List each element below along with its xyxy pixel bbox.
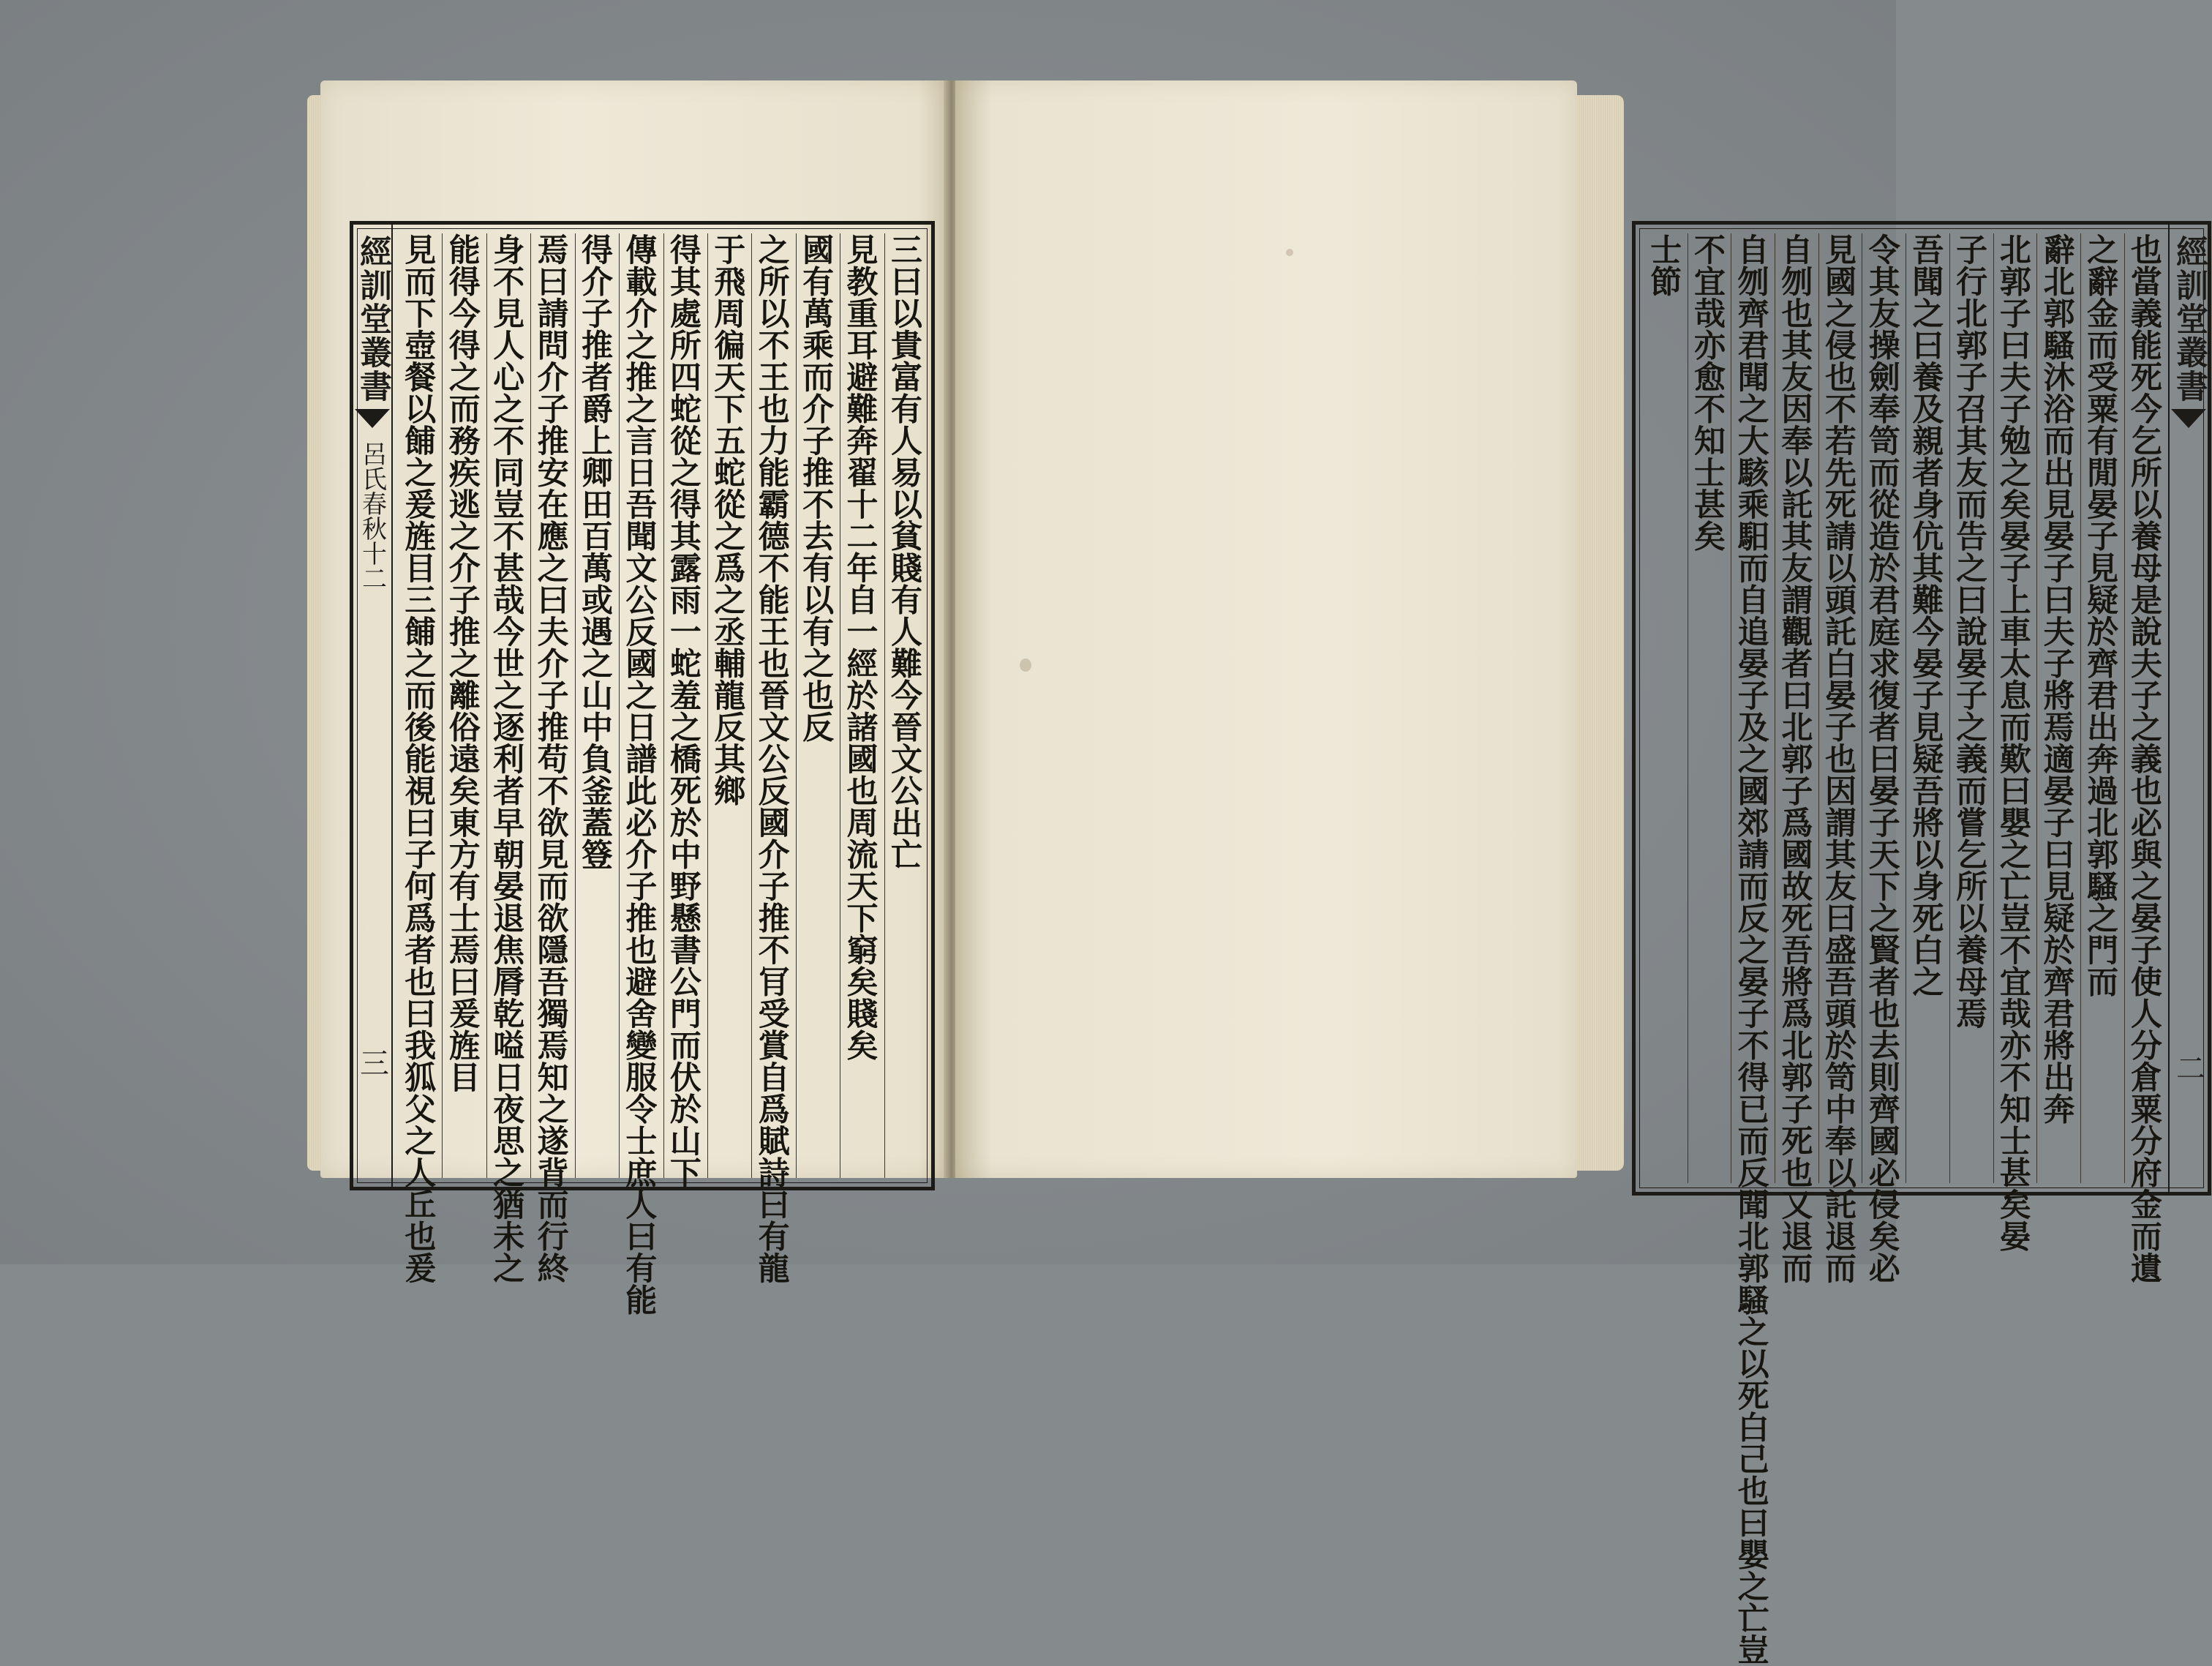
left-page-banxin: [353, 225, 393, 1187]
paper-stain: [1286, 249, 1293, 256]
right-page-number: 二: [2171, 1053, 2205, 1082]
left-chapter-label: 呂氏春秋十二: [357, 441, 387, 590]
paper-stain: [1020, 658, 1031, 672]
text-column: 得其處所四蛇從之得其露雨一蛇羞之橋死於中野懸書公門而伏於山下: [663, 233, 701, 1178]
text-column: 不宜哉亦愈不知士甚矣: [1688, 233, 1726, 1183]
left-text-columns: [399, 233, 922, 1316]
left-series-title: 經訓堂叢書: [354, 235, 391, 403]
right-page-banxin: [2168, 225, 2208, 1192]
text-column: 之所以不王也力能霸德不能王也晉文公反國介子推不肎受賞自爲賦詩曰有龍: [751, 233, 789, 1178]
text-column: 子行北郭子召其友而告之曰說晏子之義而嘗乞所以養母焉: [1949, 233, 1987, 1183]
text-column: 也當義能死今乞所以養母是說夫子之義也必與之晏子使人分倉粟分府金而遺: [2124, 233, 2162, 1183]
left-page-frame: [350, 221, 935, 1316]
open-book: [307, 73, 2208, 1666]
text-column: 見國之侵也不若先死請以頭託白晏子也因謂其友曰盛吾頭於笥中奉以託退而: [1818, 233, 1856, 1183]
text-column: 傳載介之推之言日吾聞文公反國之日譜此必介子推也避舍變服令士庶人曰有能: [619, 233, 657, 1178]
right-text-columns: [1644, 233, 2162, 1666]
text-column: 得介子推者爵上卿田百萬或遇之山中負釜蓋簦: [575, 233, 613, 1178]
right-series-title: 經訓堂叢書: [2170, 235, 2208, 403]
text-column: 身不見人心之不同豈不甚哉今世之逐利者早朝晏退焦脣乾嗌日夜思之猶未之: [486, 233, 524, 1178]
left-page-number: 三: [355, 1048, 389, 1077]
fish-tail-ornament: [355, 409, 390, 428]
text-column: 三曰以貴富有人易以貧賤有人難今晉文公出亡: [884, 233, 922, 1178]
text-column: 見而下壺餐以餔之爰旌目三餔之而後能視曰子何爲者也曰我狐父之人丘也爰: [399, 233, 437, 1284]
text-column: 吾聞之曰養及親者身伉其難今晏子見疑吾將以身死白之: [1906, 233, 1944, 1183]
text-column: 國有萬乘而介子推不去有以有之也反: [796, 233, 834, 1178]
fish-tail-ornament: [2171, 409, 2206, 428]
right-page-frame: [1632, 221, 2211, 1666]
text-column: 自刎也其友因奉以託其友謂觀者曰北郭子爲國故死吾將爲北郭子死也又退而: [1775, 233, 1813, 1183]
text-column: 北郭子曰夫子勉之矣晏子上車太息而歎曰嬰之亡豈不宜哉亦不知士甚矣晏: [1993, 233, 2031, 1183]
text-column: 自刎齊君聞之大駭乘馹而自追晏子及之國郊請而反之晏子不得已而反聞北郭騷之以死白己也曰嬰之亡豈: [1731, 233, 1769, 1183]
text-column: 見教重耳避難奔翟十二年自一經於諸國也周流天下窮矣賤矣: [840, 233, 878, 1178]
text-column: 令其友操劍奉笥而從造於君庭求復者曰晏子天下之賢者也去則齊國必侵矣必: [1862, 233, 1900, 1183]
text-column: 之辭金而受粟有閒晏子見疑於齊君出奔過北郭騷之門而: [2080, 233, 2118, 1183]
text-column: 士節: [1645, 233, 1682, 297]
right-page: [955, 80, 2208, 1666]
left-page: [320, 80, 949, 1316]
text-column: 辭北郭騷沐浴而出見晏子曰夫子將焉適晏子曰見疑於齊君將出奔: [2036, 233, 2074, 1183]
text-column: 能得今得之而務疾逃之介子推之離俗遠矣東方有士焉曰爰旌目: [442, 233, 480, 1178]
text-column: 焉曰請問介子推安在應之曰夫介子推苟不欲見而欲隱吾獨焉知之遂背而行終: [530, 233, 568, 1178]
right-page-edge: [1573, 95, 1624, 1171]
text-column: 于飛周徧天下五蛇從之爲之丞輔龍反其鄉: [707, 233, 745, 1178]
